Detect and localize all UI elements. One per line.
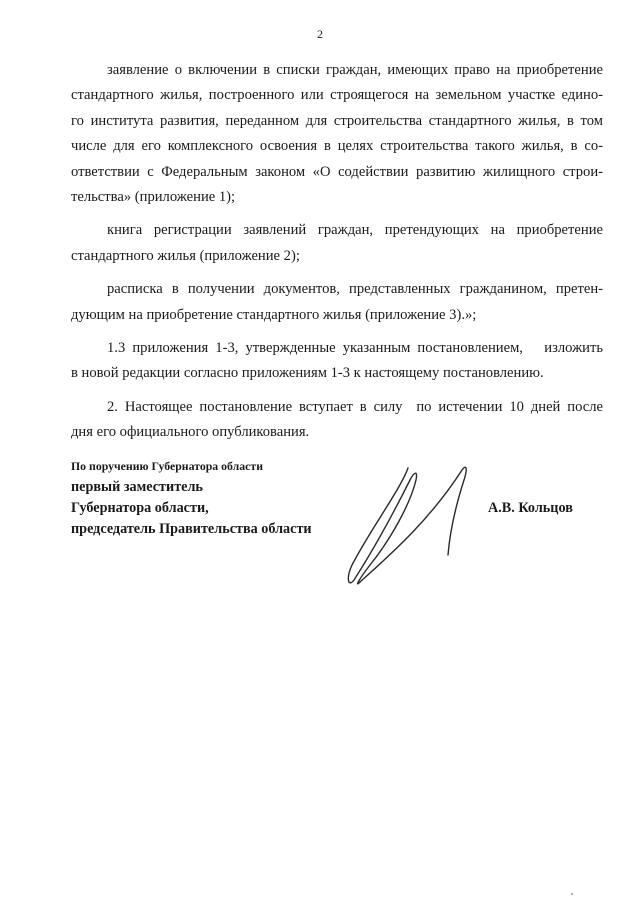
text-line: в новой редакции согласно приложениям 1-3 к настоящему постановлению. (71, 365, 544, 382)
handwritten-signature (330, 460, 480, 595)
text-line: расписка в получении документов, представленных гражданином, претен- (107, 281, 603, 298)
paragraph-application (71, 58, 603, 210)
text-line: дня его официального опубликования. (71, 424, 310, 441)
scan-speck (571, 893, 573, 895)
text-line: дующим на приобретение стандартного жилья (приложение 3).»; (71, 306, 477, 323)
text-line: 2. Настоящее постановление вступает в силу по истечении 10 дней после (107, 398, 603, 415)
document-body (71, 58, 603, 446)
text-line: ответствии с Федеральным законом «О содействии развитию жилищного строи- (71, 163, 603, 180)
text-line: стандартного жилья, построенного или строящегося на земельном участке едино- (71, 87, 603, 104)
text-line: стандартного жилья (приложение 2); (71, 247, 300, 264)
text-line: заявление о включении в списки граждан, имеющих право на приобретение (107, 62, 603, 78)
signature-line-authority: По поручению Губернатора области (71, 459, 263, 473)
signature-block (71, 456, 312, 540)
signature-line-position: первый заместитель (71, 479, 203, 495)
signature-line-position: Губернатора области, (71, 500, 209, 516)
page-number: 2 (317, 27, 323, 41)
paragraph-receipt (71, 277, 603, 328)
text-line: книга регистрации заявлений граждан, претендующих на приобретение (107, 222, 603, 239)
signer-name: А.В. Кольцов (488, 500, 573, 516)
text-line: 1.3 приложения 1-3, утвержденные указанным постановлением, изложить (107, 340, 603, 357)
text-line: тельства» (приложение 1); (71, 189, 236, 206)
paragraph-registry-book (71, 218, 603, 269)
text-line: числе для его комплексного освоения в целях строительства такого жилья, в со- (71, 138, 603, 155)
text-line: го института развития, переданном для строительства стандартного жилья, в том (71, 112, 603, 129)
signature-line-position: председатель Правительства области (71, 521, 312, 537)
paragraph-effective-date (71, 395, 603, 446)
paragraph-appendices (71, 336, 603, 387)
